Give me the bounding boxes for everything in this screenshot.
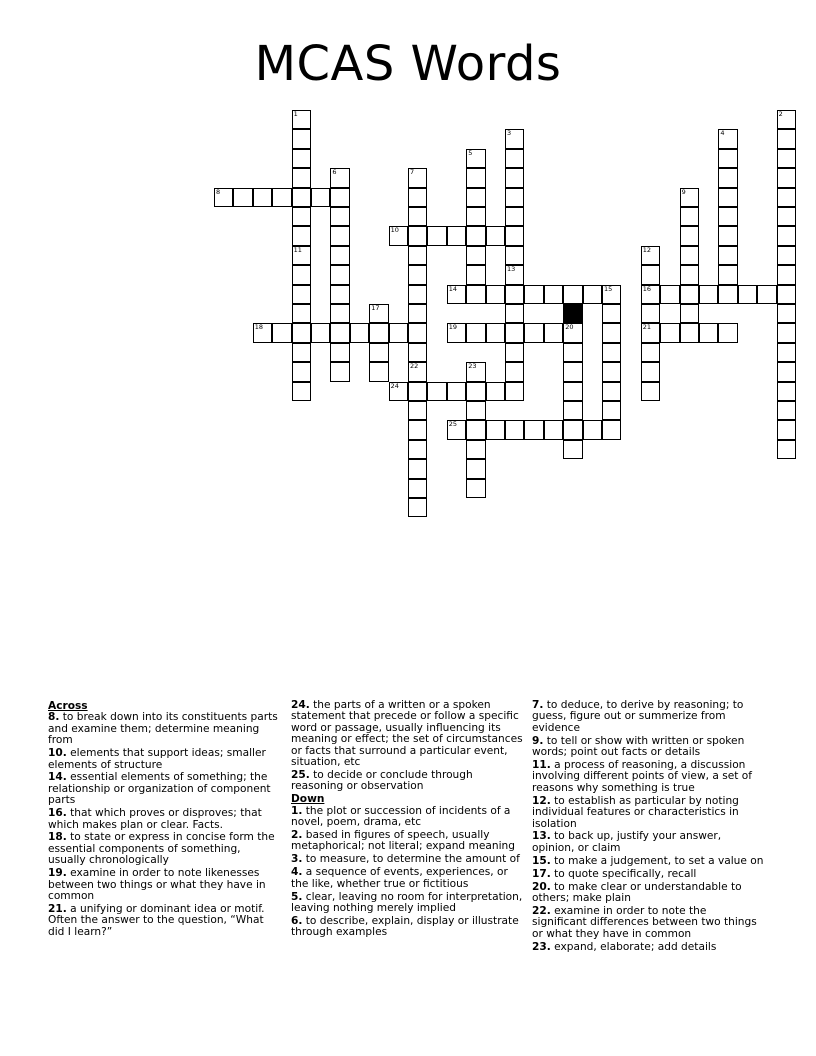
grid-cell[interactable] bbox=[777, 129, 796, 148]
grid-cell[interactable] bbox=[777, 168, 796, 187]
clue-number-label: 22. bbox=[532, 904, 551, 917]
grid-cell[interactable] bbox=[583, 285, 602, 304]
grid-cell[interactable] bbox=[330, 207, 349, 226]
grid-cell[interactable] bbox=[641, 246, 660, 265]
clue-text: the parts of a written or a spoken statement that precede or follow a specific word or passage, usually influencing its meaning or effect; the set of circumstances or facts that surround a particular event, situation, etc bbox=[291, 699, 523, 769]
clue-number: 22 bbox=[410, 362, 419, 371]
grid-cell[interactable] bbox=[330, 226, 349, 245]
across-clue bbox=[291, 770, 523, 793]
clue-number-label: 3. bbox=[291, 853, 303, 866]
grid-cell[interactable] bbox=[718, 188, 737, 207]
grid-cell[interactable] bbox=[369, 362, 388, 381]
down-clue bbox=[291, 806, 523, 829]
grid-cell[interactable] bbox=[680, 207, 699, 226]
down-clue bbox=[532, 760, 764, 794]
grid-cell[interactable] bbox=[505, 129, 524, 148]
clue-number: 14 bbox=[448, 284, 458, 293]
clue-number: 21 bbox=[642, 323, 652, 332]
grid-cell[interactable] bbox=[408, 323, 427, 342]
clue-number: 15 bbox=[604, 284, 613, 293]
grid-cell[interactable] bbox=[680, 246, 699, 265]
down-clue bbox=[532, 869, 764, 880]
across-clue bbox=[48, 808, 280, 831]
grid-cell[interactable] bbox=[563, 323, 582, 342]
clue-text: to back up, justify your answer, opinion, or claim bbox=[532, 830, 722, 854]
grid-cell[interactable] bbox=[389, 226, 408, 245]
grid-cell[interactable] bbox=[369, 343, 388, 362]
grid-cell[interactable] bbox=[292, 285, 311, 304]
grid-cell[interactable] bbox=[718, 168, 737, 187]
grid-cell[interactable] bbox=[466, 459, 485, 478]
grid-cell[interactable] bbox=[563, 382, 582, 401]
grid-cell[interactable] bbox=[369, 304, 388, 323]
grid-cell[interactable] bbox=[466, 401, 485, 420]
grid-cell[interactable] bbox=[524, 420, 543, 439]
grid-cell[interactable] bbox=[272, 323, 291, 342]
down-clue bbox=[532, 831, 764, 854]
grid-cell[interactable] bbox=[330, 188, 349, 207]
grid-cell[interactable] bbox=[427, 226, 446, 245]
grid-cell[interactable] bbox=[777, 149, 796, 168]
clue-number-label: 13. bbox=[532, 830, 551, 843]
grid-cell[interactable] bbox=[408, 440, 427, 459]
down-clue-list-continued bbox=[532, 700, 764, 953]
clue-number: 18 bbox=[254, 323, 264, 332]
down-clue bbox=[532, 942, 764, 953]
grid-cell[interactable] bbox=[505, 323, 524, 342]
clue-number-label: 5. bbox=[291, 890, 303, 903]
grid-cell[interactable] bbox=[466, 285, 485, 304]
clue-number-label: 25. bbox=[291, 768, 310, 781]
down-clue bbox=[532, 856, 764, 867]
clue-number: 19 bbox=[448, 323, 458, 332]
clues-column-2 bbox=[291, 700, 523, 940]
grid-cell[interactable] bbox=[505, 226, 524, 245]
grid-cell[interactable] bbox=[641, 382, 660, 401]
grid-cell[interactable] bbox=[408, 226, 427, 245]
grid-cell[interactable] bbox=[777, 343, 796, 362]
grid-cell[interactable] bbox=[699, 285, 718, 304]
clue-number-label: 8. bbox=[48, 711, 60, 724]
grid-cell[interactable] bbox=[486, 323, 505, 342]
clue-number-label: 15. bbox=[532, 854, 551, 867]
grid-cell[interactable] bbox=[486, 382, 505, 401]
grid-cell[interactable] bbox=[641, 304, 660, 323]
grid-cell[interactable] bbox=[408, 382, 427, 401]
across-clue bbox=[48, 772, 280, 806]
grid-cell[interactable] bbox=[389, 323, 408, 342]
down-clue bbox=[291, 892, 523, 915]
grid-cell[interactable] bbox=[408, 498, 427, 517]
grid-cell[interactable] bbox=[466, 479, 485, 498]
across-clue-list bbox=[48, 712, 280, 938]
clue-text: to state or express in concise form the essential components of something, usually chronologically bbox=[48, 831, 275, 867]
grid-cell[interactable] bbox=[350, 323, 369, 342]
grid-cell[interactable] bbox=[311, 188, 330, 207]
grid-cell[interactable] bbox=[641, 362, 660, 381]
clue-text: to tell or show with written or spoken words; point out facts or details bbox=[532, 734, 745, 759]
across-clue bbox=[48, 832, 280, 866]
grid-cell[interactable] bbox=[408, 420, 427, 439]
grid-cell[interactable] bbox=[563, 285, 582, 304]
clues-column-1 bbox=[48, 700, 280, 940]
clue-number: 13 bbox=[507, 265, 516, 274]
clue-number: 16 bbox=[642, 284, 652, 293]
clue-text: to establish as particular by noting individual features or characteristics in isolation bbox=[532, 794, 739, 830]
grid-cell[interactable] bbox=[777, 265, 796, 284]
grid-cell[interactable] bbox=[292, 323, 311, 342]
grid-cell[interactable] bbox=[544, 420, 563, 439]
clue-number: 12 bbox=[642, 245, 652, 254]
clue-number-label: 20. bbox=[532, 880, 551, 893]
grid-cell[interactable] bbox=[544, 323, 563, 342]
grid-cell[interactable] bbox=[602, 323, 621, 342]
grid-cell[interactable] bbox=[777, 401, 796, 420]
grid-cell[interactable] bbox=[641, 343, 660, 362]
down-heading: Down bbox=[291, 793, 325, 806]
grid-cell[interactable] bbox=[486, 285, 505, 304]
grid-cell[interactable] bbox=[563, 440, 582, 459]
grid-cell[interactable] bbox=[660, 285, 679, 304]
grid-cell[interactable] bbox=[311, 323, 330, 342]
grid-cell[interactable] bbox=[292, 149, 311, 168]
grid-cell[interactable] bbox=[777, 188, 796, 207]
clue-number-label: 9. bbox=[532, 734, 544, 747]
clue-number-label: 4. bbox=[291, 866, 303, 879]
clue-number-label: 2. bbox=[291, 828, 303, 841]
clue-text: to make clear or understandable to others; make plain bbox=[532, 880, 742, 904]
down-clue bbox=[532, 906, 764, 940]
grid-cell[interactable] bbox=[408, 285, 427, 304]
down-clue bbox=[291, 830, 523, 853]
grid-cell[interactable] bbox=[466, 265, 485, 284]
clue-text: to describe, explain, display or illustrate through examples bbox=[291, 914, 519, 939]
grid-cell[interactable] bbox=[602, 304, 621, 323]
down-clue bbox=[532, 700, 764, 734]
grid-cell[interactable] bbox=[680, 304, 699, 323]
clue-number: 11 bbox=[293, 245, 302, 254]
clue-number-label: 19. bbox=[48, 867, 67, 880]
clue-text: based in figures of speech, usually metaphorical; not literal; expand meaning bbox=[291, 828, 515, 853]
grid-cell[interactable] bbox=[292, 168, 311, 187]
grid-cell[interactable] bbox=[330, 323, 349, 342]
grid-cell[interactable] bbox=[486, 226, 505, 245]
grid-cell[interactable] bbox=[253, 188, 272, 207]
clue-number-label: 18. bbox=[48, 831, 67, 844]
grid-cell[interactable] bbox=[466, 323, 485, 342]
grid-cell[interactable] bbox=[330, 343, 349, 362]
grid-cell[interactable] bbox=[447, 420, 466, 439]
clue-number: 9 bbox=[681, 187, 686, 196]
grid-cell[interactable] bbox=[427, 382, 446, 401]
grid-cell[interactable] bbox=[408, 459, 427, 478]
grid-cell[interactable] bbox=[602, 343, 621, 362]
down-clue bbox=[532, 796, 764, 830]
clue-number: 20 bbox=[565, 323, 574, 332]
across-clue bbox=[48, 748, 280, 771]
grid-cell[interactable] bbox=[777, 420, 796, 439]
clue-text: to deduce, to derive by reasoning; to guess, figure out or summerize from evidence bbox=[532, 699, 744, 734]
grid-cell[interactable] bbox=[777, 304, 796, 323]
grid-cell[interactable] bbox=[466, 246, 485, 265]
clue-number: 25 bbox=[448, 420, 458, 429]
clue-text: a unifying or dominant idea or motif. Often the answer to the question, “What did I learn?” bbox=[48, 902, 265, 938]
grid-cell[interactable] bbox=[505, 304, 524, 323]
grid-cell[interactable] bbox=[544, 285, 563, 304]
clue-text: elements that support ideas; smaller elements of structure bbox=[48, 747, 266, 771]
grid-cell[interactable] bbox=[292, 207, 311, 226]
grid-cell[interactable] bbox=[505, 265, 524, 284]
grid-cell[interactable] bbox=[680, 226, 699, 245]
grid-cell[interactable] bbox=[505, 246, 524, 265]
grid-cell[interactable] bbox=[777, 362, 796, 381]
clue-text: to quote specifically, recall bbox=[550, 867, 697, 880]
grid-cell[interactable] bbox=[330, 168, 349, 187]
grid-cell[interactable] bbox=[486, 420, 505, 439]
grid-cell[interactable] bbox=[563, 343, 582, 362]
grid-cell[interactable] bbox=[330, 304, 349, 323]
clue-number: 6 bbox=[332, 168, 337, 177]
grid-blank-cell bbox=[563, 304, 582, 323]
grid-cell[interactable] bbox=[602, 382, 621, 401]
clue-text: that which proves or disproves; that which makes plan or clear. Facts. bbox=[48, 807, 262, 831]
across-clue bbox=[291, 700, 523, 768]
grid-cell[interactable] bbox=[699, 323, 718, 342]
clue-number: 24 bbox=[390, 381, 399, 390]
clue-number-label: 10. bbox=[48, 747, 67, 760]
grid-cell[interactable] bbox=[389, 382, 408, 401]
grid-cell[interactable] bbox=[718, 246, 737, 265]
down-clue bbox=[291, 854, 523, 865]
clue-number: 7 bbox=[410, 168, 415, 177]
clue-number-label: 6. bbox=[291, 914, 303, 927]
down-clue bbox=[291, 867, 523, 890]
grid-cell[interactable] bbox=[330, 362, 349, 381]
grid-cell[interactable] bbox=[292, 129, 311, 148]
grid-cell[interactable] bbox=[447, 382, 466, 401]
grid-cell[interactable] bbox=[466, 362, 485, 381]
grid-cell[interactable] bbox=[563, 401, 582, 420]
grid-cell[interactable] bbox=[292, 382, 311, 401]
clues-column-3 bbox=[532, 700, 764, 955]
clue-text: to measure, to determine the amount of bbox=[302, 853, 520, 866]
grid-cell[interactable] bbox=[505, 382, 524, 401]
grid-cell[interactable] bbox=[292, 188, 311, 207]
grid-cell[interactable] bbox=[777, 440, 796, 459]
grid-cell[interactable] bbox=[505, 420, 524, 439]
clue-number-label: 7. bbox=[532, 699, 544, 711]
grid-cell[interactable] bbox=[408, 207, 427, 226]
grid-cell[interactable] bbox=[641, 285, 660, 304]
grid-cell[interactable] bbox=[330, 285, 349, 304]
clue-number: 2 bbox=[778, 110, 783, 118]
grid-cell[interactable] bbox=[292, 304, 311, 323]
grid-cell[interactable] bbox=[641, 323, 660, 342]
clue-number: 10 bbox=[390, 226, 399, 235]
grid-cell[interactable] bbox=[292, 362, 311, 381]
grid-cell[interactable] bbox=[505, 343, 524, 362]
clue-number-label: 14. bbox=[48, 771, 67, 784]
grid-cell[interactable] bbox=[408, 304, 427, 323]
clue-text: to make a judgement, to set a value on bbox=[550, 854, 764, 867]
grid-cell[interactable] bbox=[253, 323, 272, 342]
across-heading: Across bbox=[48, 700, 88, 712]
grid-cell[interactable] bbox=[466, 168, 485, 187]
grid-cell[interactable] bbox=[718, 149, 737, 168]
grid-cell[interactable] bbox=[641, 265, 660, 284]
grid-cell[interactable] bbox=[505, 285, 524, 304]
clue-number: 17 bbox=[371, 304, 380, 312]
clue-number-label: 1. bbox=[291, 804, 303, 817]
grid-cell[interactable] bbox=[408, 265, 427, 284]
grid-cell[interactable] bbox=[680, 285, 699, 304]
grid-cell[interactable] bbox=[777, 323, 796, 342]
grid-cell[interactable] bbox=[718, 265, 737, 284]
grid-cell[interactable] bbox=[466, 382, 485, 401]
across-clue bbox=[48, 712, 280, 746]
grid-cell[interactable] bbox=[447, 285, 466, 304]
clue-text: to break down into its constituents parts and examine them; determine meaning from bbox=[48, 711, 278, 747]
grid-cell[interactable] bbox=[408, 246, 427, 265]
down-clue bbox=[291, 916, 523, 939]
grid-cell[interactable] bbox=[292, 246, 311, 265]
across-clue bbox=[48, 904, 280, 938]
grid-cell[interactable] bbox=[408, 168, 427, 187]
clue-text: a sequence of events, experiences, or the like, whether true or fictitious bbox=[291, 866, 508, 890]
grid-cell[interactable] bbox=[718, 226, 737, 245]
across-clue-list-continued bbox=[291, 700, 523, 793]
grid-cell[interactable] bbox=[505, 362, 524, 381]
grid-cell[interactable] bbox=[718, 207, 737, 226]
clue-number: 23 bbox=[468, 362, 477, 371]
grid-cell[interactable] bbox=[602, 362, 621, 381]
grid-cell[interactable] bbox=[757, 285, 776, 304]
clue-number-label: 11. bbox=[532, 759, 551, 772]
grid-cell[interactable] bbox=[466, 420, 485, 439]
grid-cell[interactable] bbox=[718, 285, 737, 304]
grid-cell[interactable] bbox=[524, 323, 543, 342]
grid-cell[interactable] bbox=[233, 188, 252, 207]
grid-cell[interactable] bbox=[505, 207, 524, 226]
grid-cell[interactable] bbox=[292, 110, 311, 129]
grid-cell[interactable] bbox=[447, 226, 466, 245]
clue-number: 1 bbox=[293, 110, 298, 118]
grid-cell[interactable] bbox=[330, 265, 349, 284]
grid-cell[interactable] bbox=[602, 420, 621, 439]
grid-cell[interactable] bbox=[524, 285, 543, 304]
grid-cell[interactable] bbox=[272, 188, 291, 207]
grid-cell[interactable] bbox=[602, 285, 621, 304]
grid-cell[interactable] bbox=[466, 149, 485, 168]
grid-cell[interactable] bbox=[738, 285, 757, 304]
across-clue bbox=[48, 868, 280, 902]
clue-text: examine in order to note the significant differences between two things or what they have in common bbox=[532, 904, 757, 940]
grid-cell[interactable] bbox=[505, 149, 524, 168]
grid-cell[interactable] bbox=[214, 188, 233, 207]
grid-cell[interactable] bbox=[777, 382, 796, 401]
clue-text: a process of reasoning, a discussion involving different points of view, a set of reasons why something is true bbox=[532, 759, 752, 794]
page-title: MCAS Words bbox=[254, 36, 562, 92]
clue-number-label: 16. bbox=[48, 807, 67, 820]
grid-cell[interactable] bbox=[777, 285, 796, 304]
grid-cell[interactable] bbox=[563, 362, 582, 381]
clue-number-label: 17. bbox=[532, 867, 551, 880]
grid-cell[interactable] bbox=[408, 188, 427, 207]
grid-cell[interactable] bbox=[777, 207, 796, 226]
clue-number-label: 12. bbox=[532, 794, 551, 807]
grid-cell[interactable] bbox=[777, 226, 796, 245]
grid-cell[interactable] bbox=[447, 323, 466, 342]
grid-cell[interactable] bbox=[292, 343, 311, 362]
grid-cell[interactable] bbox=[505, 168, 524, 187]
grid-cell[interactable] bbox=[660, 323, 679, 342]
clue-number-label: 23. bbox=[532, 940, 551, 953]
grid-cell[interactable] bbox=[408, 401, 427, 420]
grid-cell[interactable] bbox=[680, 188, 699, 207]
clue-number: 3 bbox=[507, 129, 512, 138]
grid-cell[interactable] bbox=[466, 440, 485, 459]
grid-cell[interactable] bbox=[680, 265, 699, 284]
clue-text: the plot or succession of incidents of a novel, poem, drama, etc bbox=[291, 804, 511, 829]
grid-cell[interactable] bbox=[369, 323, 388, 342]
grid-cell[interactable] bbox=[718, 323, 737, 342]
clue-number: 5 bbox=[468, 148, 473, 157]
grid-cell[interactable] bbox=[292, 226, 311, 245]
grid-cell[interactable] bbox=[408, 362, 427, 381]
grid-cell[interactable] bbox=[292, 265, 311, 284]
clue-number-label: 24. bbox=[291, 699, 310, 711]
grid-cell[interactable] bbox=[680, 323, 699, 342]
grid-cell[interactable] bbox=[777, 110, 796, 129]
clue-text: clear, leaving no room for interpretation, leaving nothing merely implied bbox=[291, 890, 523, 914]
grid-cell[interactable] bbox=[466, 188, 485, 207]
clue-text: to decide or conclude through reasoning or observation bbox=[291, 768, 473, 793]
grid-cell[interactable] bbox=[466, 207, 485, 226]
clue-text: expand, elaborate; add details bbox=[550, 940, 717, 953]
grid-cell[interactable] bbox=[408, 343, 427, 362]
grid-cell[interactable] bbox=[602, 401, 621, 420]
grid-cell[interactable] bbox=[563, 420, 582, 439]
grid-cell[interactable] bbox=[505, 188, 524, 207]
clue-text: essential elements of something; the relationship or organization of component parts bbox=[48, 771, 271, 807]
grid-cell[interactable] bbox=[777, 246, 796, 265]
down-clue bbox=[532, 736, 764, 759]
down-clue-list bbox=[291, 806, 523, 939]
grid-cell[interactable] bbox=[718, 129, 737, 148]
grid-cell[interactable] bbox=[466, 226, 485, 245]
grid-cell[interactable] bbox=[408, 479, 427, 498]
clue-number: 8 bbox=[216, 187, 221, 196]
clue-number-label: 21. bbox=[48, 902, 67, 915]
down-clue bbox=[532, 882, 764, 905]
clue-text: examine in order to note likenesses between two things or what they have in common bbox=[48, 867, 266, 902]
grid-cell[interactable] bbox=[583, 420, 602, 439]
clue-number: 4 bbox=[720, 129, 725, 138]
grid-cell[interactable] bbox=[330, 246, 349, 265]
